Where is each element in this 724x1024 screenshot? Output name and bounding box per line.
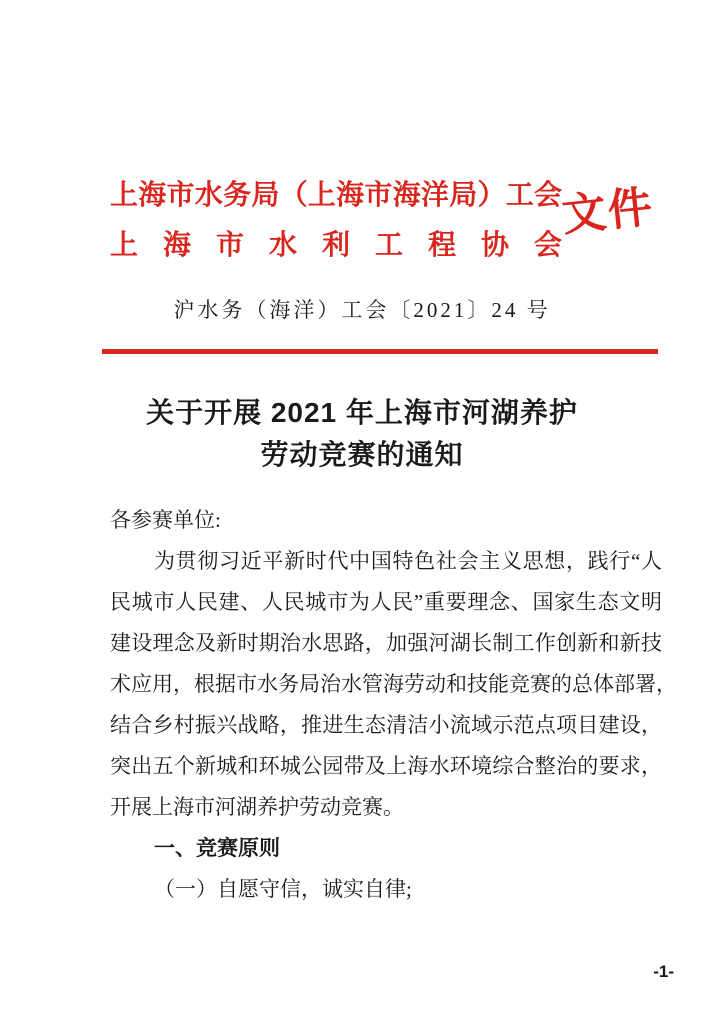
body-line: 开展上海市河湖养护劳动竞赛。 (110, 795, 404, 819)
doc-number: 沪水务（海洋）工会〔2021〕24 号 (173, 298, 551, 322)
page-number: -1- (653, 962, 674, 981)
body-line: （一）自愿守信，诚实自律; (154, 877, 412, 901)
section-heading: 一、竞赛原则 (154, 837, 280, 860)
title-line1: 关于开展 2021 年上海市河湖养护 (146, 397, 578, 428)
document-body (110, 500, 677, 910)
body-line: 建设理念及新时期治水思路，加强河湖长制工作创新和新技 (110, 631, 662, 655)
document-title (0, 392, 724, 476)
title-line2: 劳动竞赛的通知 (260, 439, 464, 470)
org-name-line2: 上海市水利工程协会 (110, 229, 562, 260)
doc-type-label: 文件 (559, 182, 657, 241)
red-divider-line (102, 349, 658, 354)
letterhead (110, 170, 562, 270)
body-line: 术应用，根据市水务局治水管海劳动和技能竞赛的总体部署， (110, 672, 677, 696)
org-name-line1: 上海市水务局（上海市海洋局）工会 (110, 179, 562, 210)
body-line: 民城市人民建、人民城市为人民”重要理念、国家生态文明 (110, 590, 662, 614)
body-line: 为贯彻习近平新时代中国特色社会主义思想，践行“人 (154, 549, 662, 573)
body-line: 结合乡村振兴战略，推进生态清洁小流域示范点项目建设， (110, 713, 662, 737)
body-line: 突出五个新城和环城公园带及上海水环境综合整治的要求， (110, 754, 662, 778)
salutation: 各参赛单位: (110, 508, 221, 532)
